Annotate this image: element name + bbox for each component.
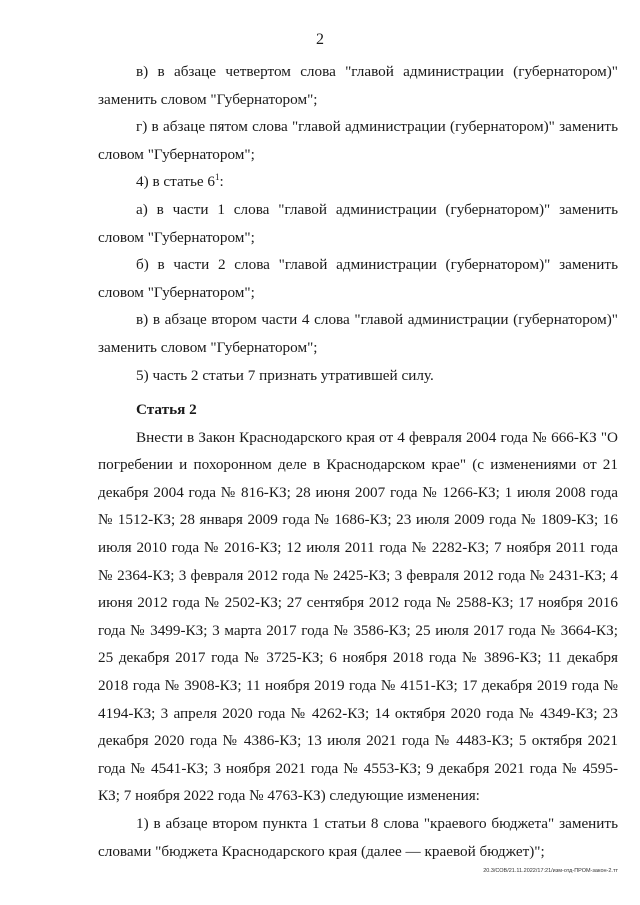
paragraph-item-4 [98, 168, 618, 196]
page-number: 2 [316, 31, 324, 48]
paragraph-b-part-2: б) в части 2 слова "главой администрации (губернатором)" заменить словом "Губернатором"; [98, 256, 618, 301]
item-4-superscript: 1 [215, 172, 220, 183]
article-2-item-1: 1) в абзаце втором пункта 1 статьи 8 слова "краевого бюджета" заменить словами "бюджета Краснодарского края (далее — краевой бюджет)"; [98, 814, 618, 860]
item-4-text: 4) в статье 6 [136, 173, 216, 191]
item-4-suffix: : [219, 173, 224, 191]
paragraph-g-abzac-5: г) в абзаце пятом слова "главой администрации (губернатором)" заменить словом "Губернатором"; [98, 118, 618, 163]
paragraph-v-part-4: в) в абзаце втором части 4 слова "главой администрации (губернатором)" заменить словом "Губернатором"; [98, 311, 618, 356]
article-2-paragraph: Внести в Закон Краснодарского края от 4 февраля 2004 года № 666-КЗ "О погребении и похоронном деле в Краснодарском крае" (с изменениями от 21 декабря 2004 года № 816-КЗ; 28 июня 2007 года № 1266-КЗ; 1 июля 2008 года № 1512-КЗ; 28 января 2009 года № 1686-КЗ; 23 июля 2009 года № 1809-КЗ; 16 июля 2010 года № 2016-КЗ; 12 июля 2011 года № 2282-КЗ; 7 ноября 2011 года № 2364-КЗ; 3 февраля 2012 года № 2425-КЗ; 3 февраля 2012 года № 2431-КЗ; 4 июня 2012 года № 2502-КЗ; 27 сентября 2012 года № 2588-КЗ; 17 ноября 2016 года № 3499-КЗ; 3 марта 2017 года № 3586-КЗ; 25 июля 2017 года № 3664-КЗ; 25 декабря 2017 года № 3725-КЗ; 6 ноября 2018 года № 3896-КЗ; 11 декабря 2018 года № 3908-КЗ; 11 ноября 2019 года № 4151-КЗ; 17 декабря 2019 года № 4194-КЗ; 3 апреля 2020 года № 4262-КЗ; 14 октября 2020 года № 4349-КЗ; 23 декабря 2020 года № 4386-КЗ; 13 июля 2021 года № 4483-КЗ; 5 октября 2021 года № 4541-КЗ; 3 ноября 2021 года № 4553-КЗ; 9 декабря 2021 года № 4595-КЗ; 7 ноября 2022 года № 4763-КЗ) следующие изменения: [98, 428, 618, 805]
article-2-section [98, 396, 618, 865]
amendments-article-1-continuation [98, 58, 618, 389]
document-footer-code: 20.3/СОВ/21.11.2022/17:21/изм-отд-ПРОМ-закон-2.тт [483, 868, 618, 874]
paragraph-a-part-1: а) в части 1 слова "главой администрации (губернатором)" заменить словом "Губернатором"; [98, 200, 618, 246]
paragraph-item-5: 5) часть 2 статьи 7 признать утратившей силу. [136, 366, 434, 384]
article-2-heading: Статья 2 [136, 401, 197, 418]
paragraph-v-abzac-4: в) в абзаце четвертом слова "главой администрации (губернатором)" заменить словом "Губернатором"; [98, 63, 618, 108]
